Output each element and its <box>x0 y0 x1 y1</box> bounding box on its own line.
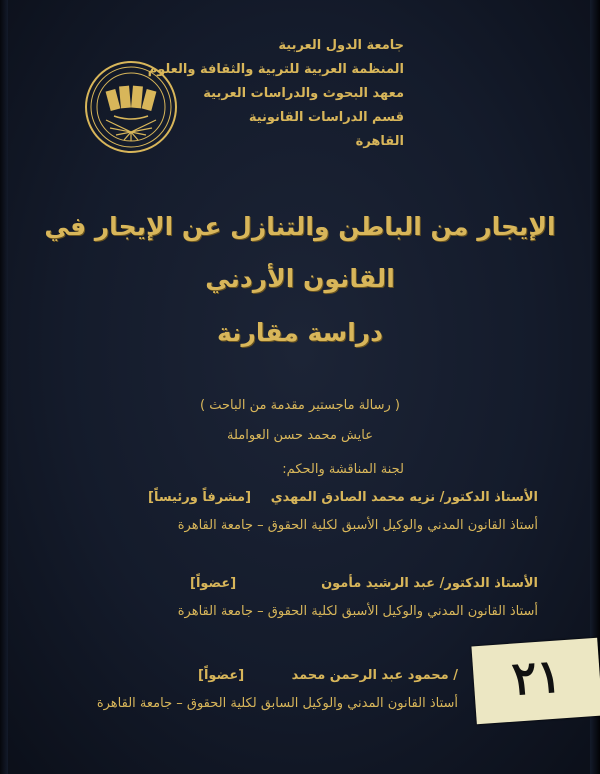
member-1-name: الأستاذ الدكتور/ نزيه محمد الصادق المهدي <box>270 490 538 505</box>
institution-line-5: القاهرة <box>355 134 404 149</box>
member-1-title: أستاذ القانون المدني والوكيل الأسبق لكلية الحقوق – جامعة القاهرة <box>177 518 538 533</box>
cover-left-edge <box>0 0 8 774</box>
institution-line-2: المنظمة العربية للتربية والثقافة والعلوم <box>147 62 404 77</box>
member-2-role: [عضواً] <box>190 576 237 591</box>
sticker-number: ٢١ <box>510 648 564 706</box>
member-3-role: [عضواً] <box>198 668 245 683</box>
author-name: عايش محمد حسن العواملة <box>227 428 373 443</box>
member-3-title: أستاذ القانون المدني والوكيل السابق لكلية الحقوق – جامعة القاهرة <box>96 696 458 711</box>
library-sticker <box>471 638 600 725</box>
committee-heading: لجنة المناقشة والحكم: <box>282 462 404 477</box>
member-2-title: أستاذ القانون المدني والوكيل الأسبق لكلية الحقوق – جامعة القاهرة <box>177 604 538 619</box>
member-2-name: الأستاذ الدكتور/ عبد الرشيد مأمون <box>321 576 538 591</box>
member-3-name: / محمود عبد الرحمن محمد <box>291 668 458 683</box>
title-line-2: القانون الأردني <box>205 264 395 293</box>
institution-line-3: معهد البحوث والدراسات العربية <box>203 86 404 101</box>
institution-line-1: جامعة الدول العربية <box>278 38 404 53</box>
thesis-note: ( رسالة ماجستير مقدمة من الباحث ) <box>200 398 400 413</box>
title-line-3: دراسة مقارنة <box>216 318 384 347</box>
member-1-role: [مشرفاً ورئيساً] <box>148 490 252 505</box>
institution-line-4: قسم الدراسات القانونية <box>248 110 404 125</box>
title-line-1: الإيجار من الباطن والتنازل عن الإيجار في <box>44 212 556 241</box>
